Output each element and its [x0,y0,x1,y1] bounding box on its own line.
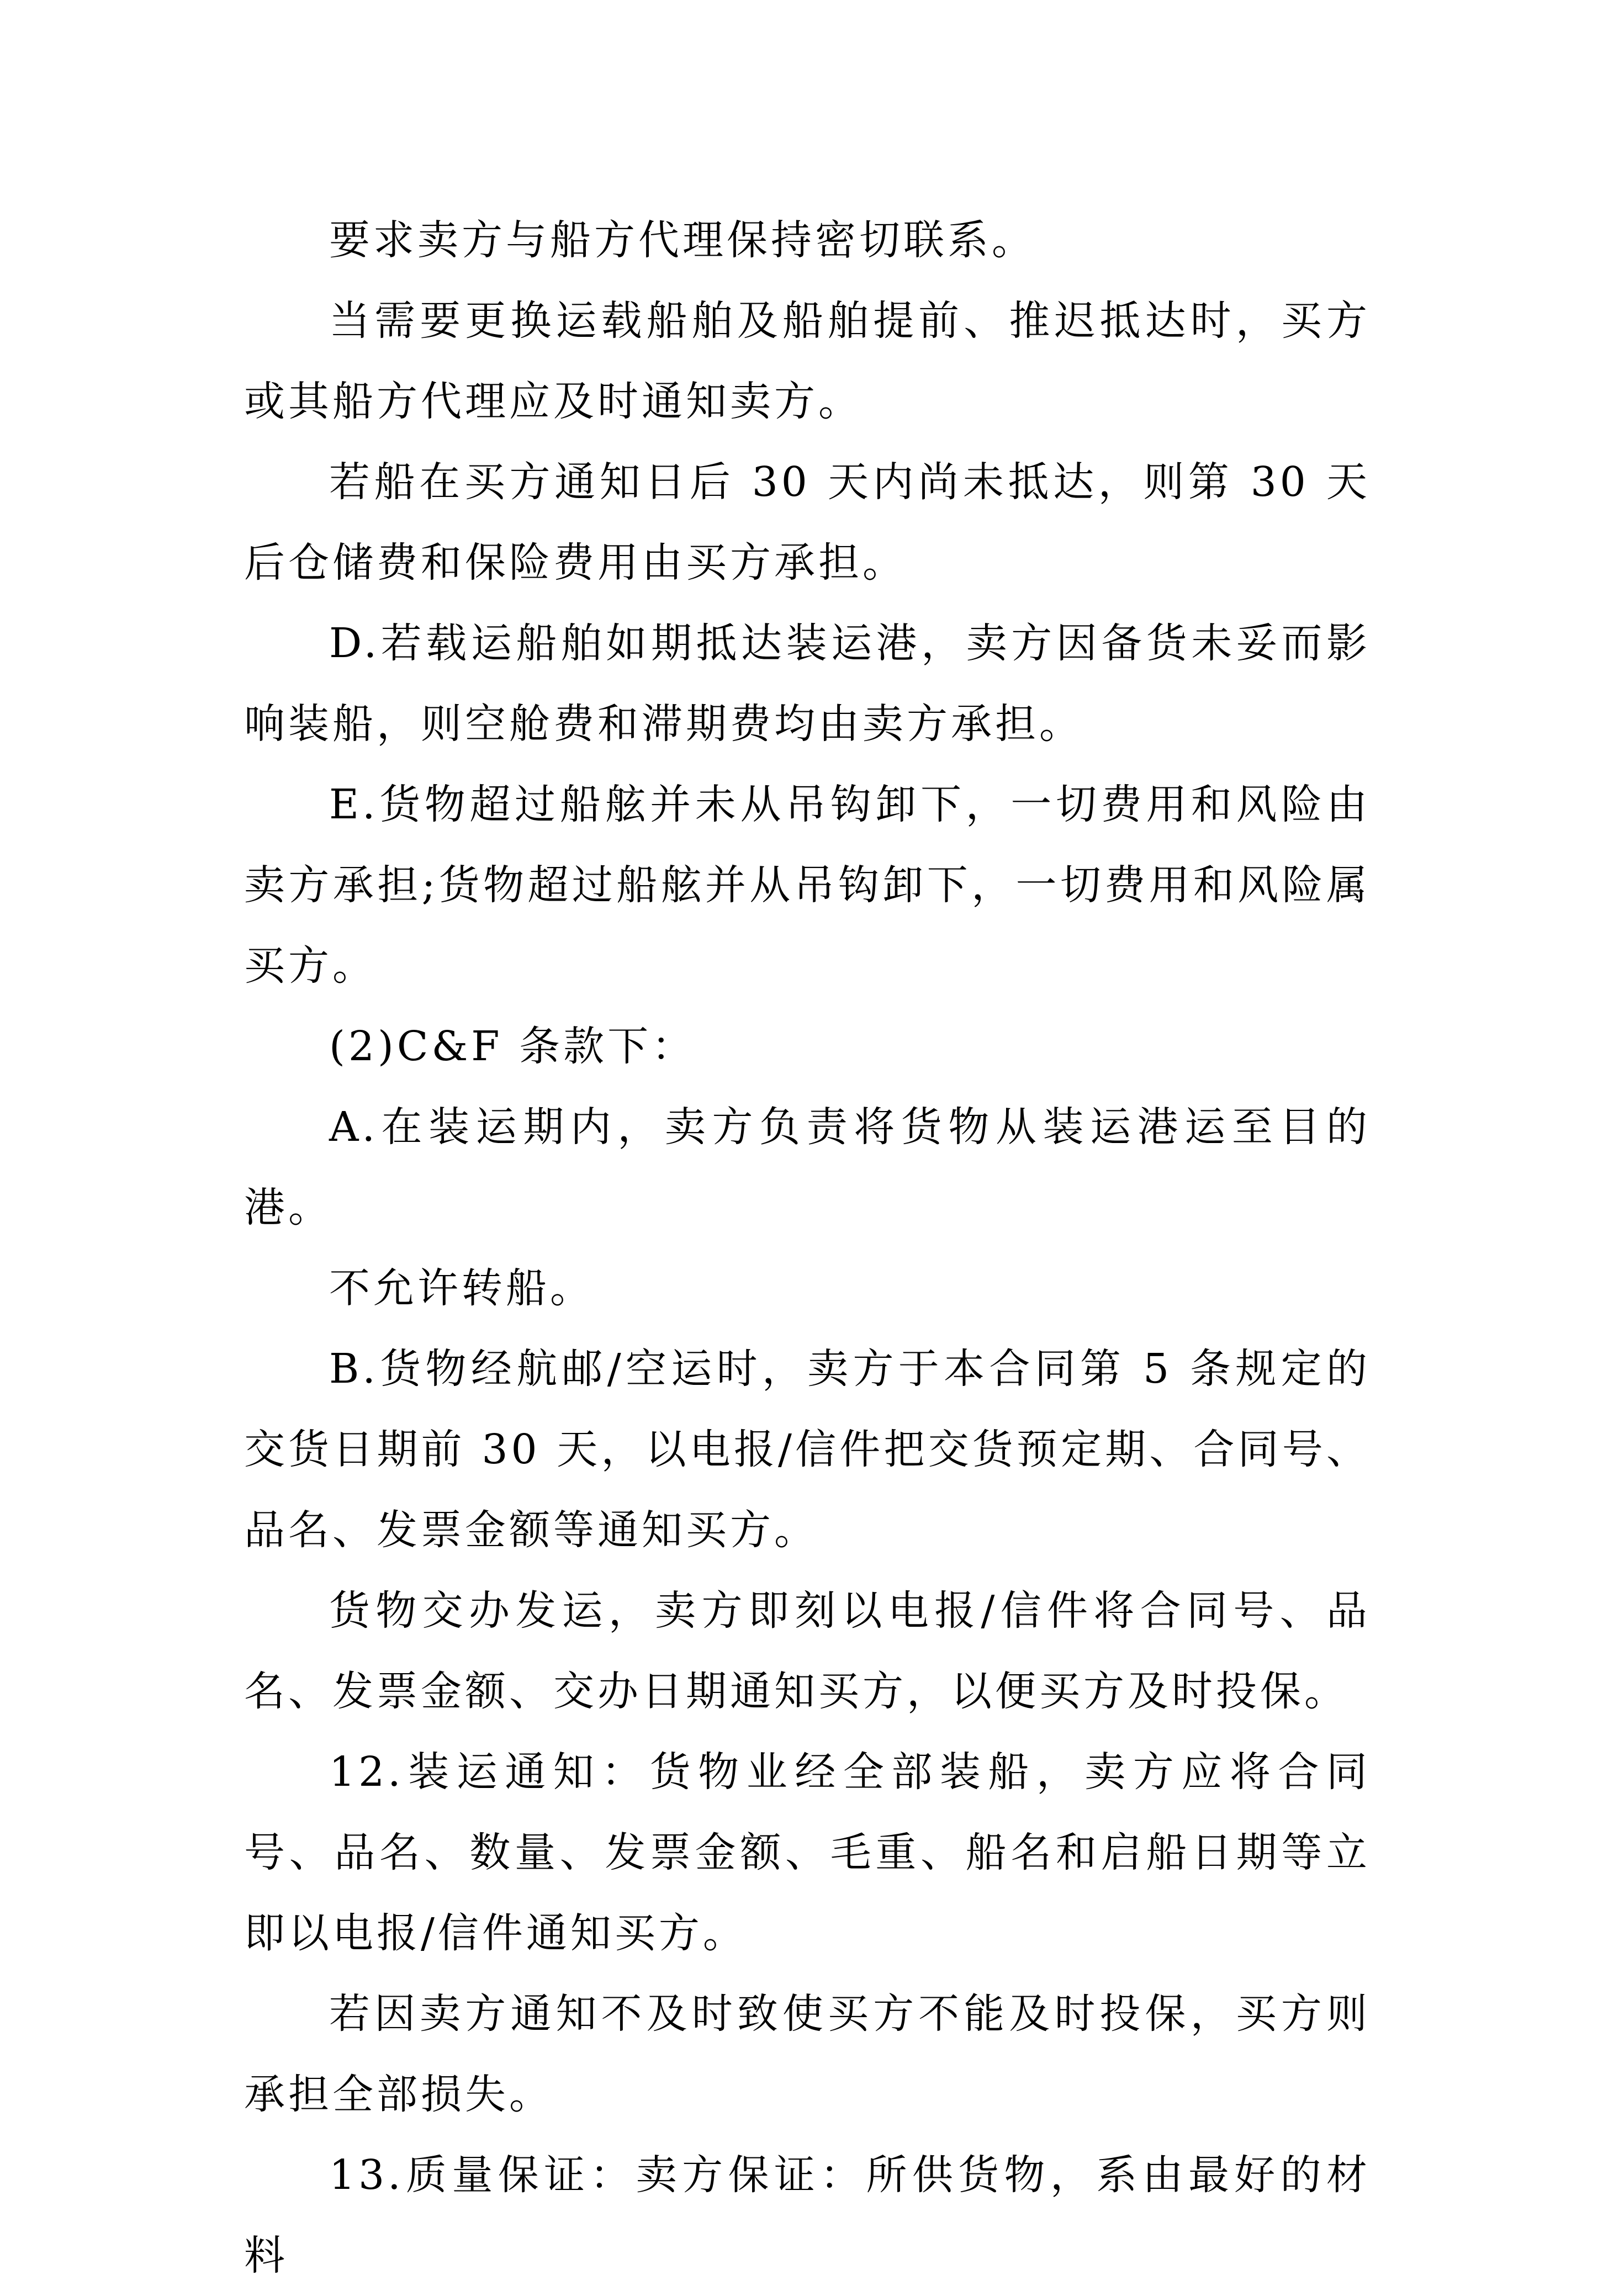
paragraph: 货物交办发运，卖方即刻以电报/信件将合同号、品名、发票金额、交办日期通知买方，以便买方及时投保。 [244,1587,1371,1715]
document-body [244,200,1371,2296]
paragraph: D.若载运船舶如期抵达装运港，卖方因备货未妥而影响装船，则空舱费和滞期费均由卖方承担。 [244,620,1371,748]
paragraph: 若船在买方通知日后 30 天内尚未抵达，则第 30 天后仓储费和保险费用由买方承担。 [244,458,1371,586]
paragraph: 不允许转船。 [329,1265,594,1312]
paragraph: (2)C&F 条款下： [329,1023,696,1070]
paragraph: E.货物超过船舷并未从吊钩卸下，一切费用和风险由卖方承担;货物超过船舷并从吊钩卸下，一切费用和风险属买方。 [244,781,1371,990]
paragraph: 13.质量保证：卖方保证：所供货物，系由最好的材料 [244,2151,1371,2279]
paragraph: 若因卖方通知不及时致使买方不能及时投保，买方则承担全部损失。 [244,1990,1371,2118]
paragraph: 12.装运通知：货物业经全部装船，卖方应将合同号、品名、数量、发票金额、毛重、船名和启船日期等立即以电报/信件通知买方。 [244,1748,1371,1957]
paragraph: B.货物经航邮/空运时，卖方于本合同第 5 条规定的交货日期前 30 天，以电报/信件把交货预定期、合同号、品名、发票金额等通知买方。 [244,1345,1371,1554]
paragraph: 当需要更换运载船舶及船舶提前、推迟抵达时，买方或其船方代理应及时通知卖方。 [244,297,1371,425]
paragraph: 要求卖方与船方代理保持密切联系。 [329,216,1036,264]
paragraph: A.在装运期内，卖方负责将货物从装运港运至目的港。 [244,1103,1371,1231]
